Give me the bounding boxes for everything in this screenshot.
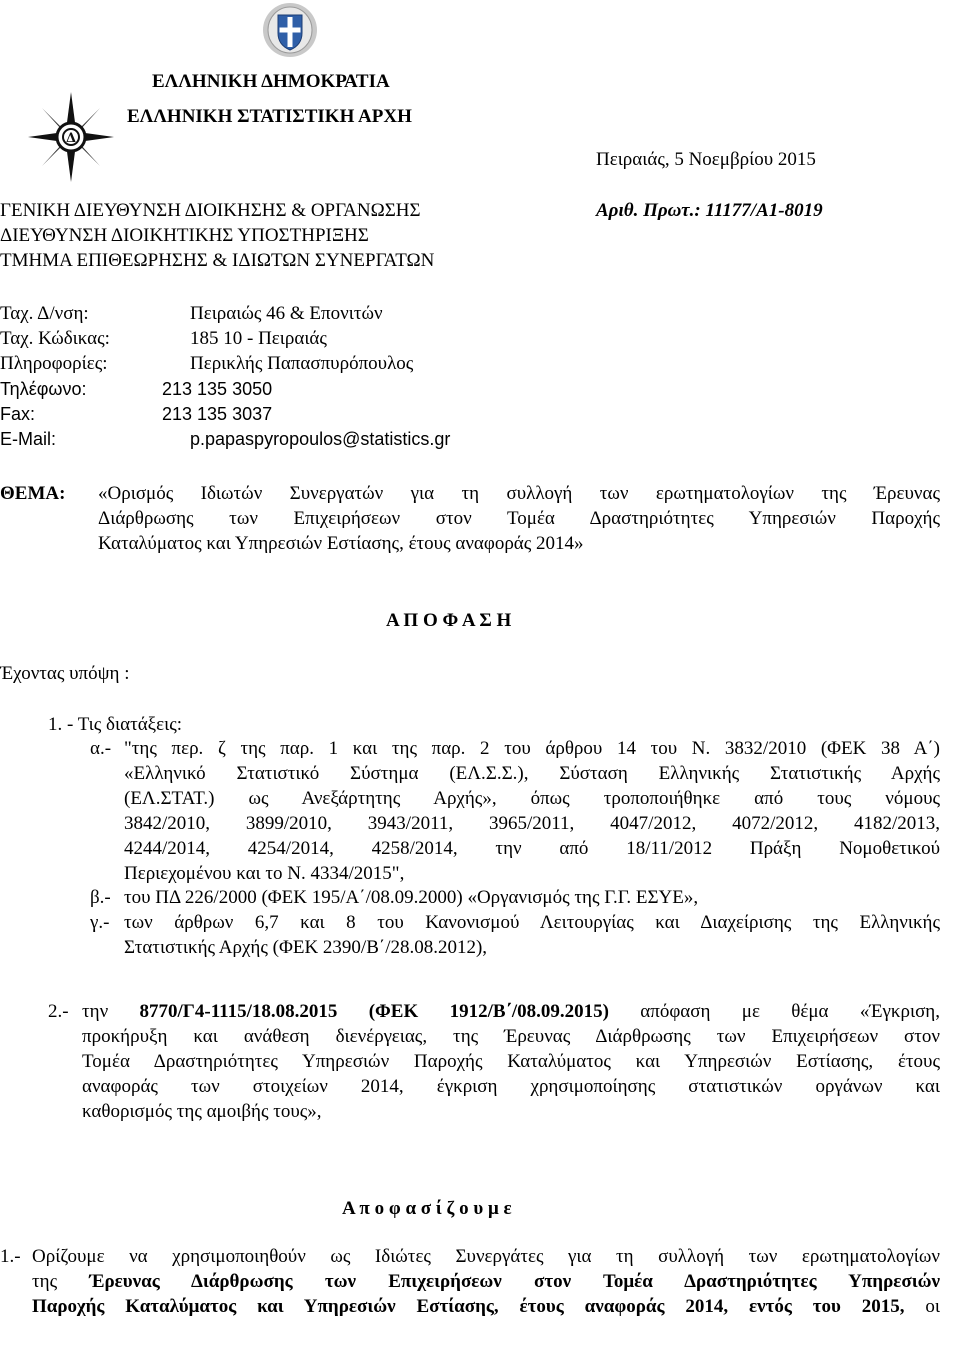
subject-text: «Ορισμός Ιδιωτών Συνεργατών για τη συλλογή των ερωτηματολογίων της Έρευνας: [98, 483, 940, 504]
department-line: ΔΙΕΥΘΥΝΣΗ ΔΙΟΙΚΗΤΙΚΗΣ ΥΠΟΣΤΗΡΙΞΗΣ: [0, 225, 369, 246]
item1-a-marker: α.-: [90, 738, 112, 759]
department-line: ΤΜΗΜΑ ΕΠΙΘΕΩΡΗΣΗΣ & ΙΔΙΩΤΩΝ ΣΥΝΕΡΓΑΤΩΝ: [0, 250, 435, 271]
decision1-bold: Παροχής Καταλύματος και Υπηρεσιών Εστίασης, έτους αναφοράς 2014, εντός του 2015,: [32, 1296, 905, 1317]
department-line: ΓΕΝΙΚΗ ΔΙΕΥΘΥΝΣΗ ΔΙΟΙΚΗΣΗΣ & ΟΡΓΑΝΩΣΗΣ: [0, 200, 421, 221]
decision1-line: [32, 1245, 940, 1270]
item2-text: αναφοράς των στοιχείων 2014, έγκριση χρησιμοποίησης στατιστικών οργάνων και: [82, 1076, 940, 1097]
contact-label: Τηλέφωνο:: [0, 379, 87, 399]
contact-value: Περικλής Παπασπυρόπουλος: [190, 353, 414, 374]
item1-b-line: του ΠΔ 226/2000 (ΦΕΚ 195/Α΄/08.09.2000) «Οργανισμός της Γ.Γ. ΕΣΥΕ»,: [124, 887, 699, 908]
contact-value: Πειραιώς 46 & Επονιτών: [190, 303, 383, 324]
contact-label: Fax:: [0, 404, 36, 424]
item1-a-line: [124, 762, 940, 787]
item1-a-text: «Ελληνικό Στατιστικό Σύστημα (ΕΛ.Σ.Σ.), Σύσταση Ελληνικής Στατιστικής Αρχής: [124, 763, 940, 784]
item2-bold-ref: 8770/Γ4-1115/18.08.2015 (ΦΕΚ 1912/Β΄/08.09.2015): [139, 1001, 609, 1022]
item1-c-line: [124, 911, 940, 936]
item1-c-text: των άρθρων 6,7 και 8 του Κανονισμού Λειτουργίας και Διαχείρισης της Ελληνικής: [124, 912, 940, 933]
contact-label: Ταχ. Κώδικας:: [0, 328, 110, 349]
elstat-logo-icon: [28, 92, 114, 182]
item2-first-line-text: [82, 1000, 940, 1025]
item2-line: [82, 1075, 940, 1100]
item1-a-line: Περιεχομένου και το Ν. 4334/2015",: [124, 863, 405, 884]
authority-title: ΕΛΛΗΝΙΚΗ ΣΤΑΤΙΣΤΙΚΗ ΑΡΧΗ: [127, 106, 412, 127]
item2-marker: 2.-: [48, 1001, 69, 1022]
contact-value: 213 135 3050: [162, 379, 273, 399]
subject-line: [98, 482, 940, 507]
item1-c-marker: γ.-: [90, 912, 110, 933]
item1-a-text: "της περ. ζ της παρ. 1 και της παρ. 2 του άρθρου 14 του Ν. 3832/2010 (ΦΕΚ 38 Α΄): [124, 738, 940, 759]
item2-text: προκήρυξη και ανάθεση διενέργειας, της Έρευνας Διάρθρωσης των Επιχειρήσεων στον: [82, 1026, 940, 1047]
item2-pre: την: [82, 1001, 140, 1022]
contact-label: Ταχ. Δ/νση:: [0, 303, 89, 324]
item1-a-line: [124, 787, 940, 812]
item2-line: καθορισμός της αμοιβής τους»,: [82, 1101, 322, 1122]
decision1-text: [32, 1270, 940, 1295]
republic-title: ΕΛΛΗΝΙΚΗ ΔΗΜΟΚΡΑΤΙΑ: [152, 71, 390, 92]
item1-b-marker: β.-: [90, 887, 111, 908]
item1-title: 1. - Τις διατάξεις:: [48, 714, 183, 735]
greek-coat-of-arms-emblem: [261, 0, 319, 58]
protocol-number: [596, 199, 823, 224]
decision1-rest: οι: [904, 1296, 940, 1317]
contact-value: 185 10 - Πειραιάς: [190, 328, 327, 349]
item1-a-text: (ΕΛ.ΣΤΑΤ.) ως Ανεξάρτητης Αρχής», όπως τροποποιήθηκε από τους νόμους: [124, 788, 940, 809]
subject-line: [98, 507, 940, 532]
decision1-bold: Έρευνας Διάρθρωσης των Επιχειρήσεων στον Τομέα Δραστηριότητες Υπηρεσιών: [89, 1271, 940, 1292]
decision1-line: [32, 1295, 940, 1320]
decision1-text: [32, 1295, 940, 1320]
item1-a-text: 4244/2014, 4254/2014, 4258/2014, την από 18/11/2012 Πράξη Νομοθετικού: [124, 838, 940, 859]
item2-line: [82, 1025, 940, 1050]
decision1-pre: της: [32, 1271, 90, 1292]
item1-a-text: 3842/2010, 3899/2010, 3943/2011, 3965/2011, 4047/2012, 4072/2012, 4182/2013,: [124, 813, 940, 834]
item2-line: [82, 1050, 940, 1075]
having-regard: Έχοντας υπόψη :: [0, 663, 130, 684]
protocol-label: Αριθ. Πρωτ.: [596, 200, 695, 221]
protocol-value: : 11177/Α1-8019: [694, 200, 823, 221]
email-link[interactable]: p.papaspyropoulos@statistics.gr: [190, 429, 451, 449]
decision1-text: Ορίζουμε να χρησιμοποιηθούν ως Ιδιώτες Συνεργάτες για τη συλλογή των ερωτηματολογίων: [32, 1246, 940, 1267]
item1-a-line: [124, 812, 940, 837]
item2-first-line: [82, 1000, 940, 1025]
item2-rest: απόφαση με θέμα «Έγκριση,: [608, 1001, 940, 1022]
item1-a-line: [124, 737, 940, 762]
place-date: Πειραιάς, 5 Νοεμβρίου 2015: [596, 149, 816, 170]
item1-c-line: Στατιστικής Αρχής (ΦΕΚ 2390/Β΄/28.08.2012),: [124, 937, 488, 958]
decision1-marker: 1.-: [0, 1246, 21, 1267]
item2-text: Τομέα Δραστηριότητες Υπηρεσιών Παροχής Καταλύματος και Υπηρεσιών Εστίασης, έτους: [82, 1051, 940, 1072]
contact-label: E-Mail:: [0, 429, 57, 449]
subject-label: ΘΕΜΑ:: [0, 483, 66, 504]
contact-value: 213 135 3037: [162, 404, 273, 424]
subject-text: Διάρθρωσης των Επιχειρήσεων στον Τομέα Δραστηριότητες Υπηρεσιών Παροχής: [98, 508, 940, 529]
subject-line: Καταλύματος και Υπηρεσιών Εστίασης, έτους αναφοράς 2014»: [98, 533, 584, 554]
decision1-line: [32, 1270, 940, 1295]
svg-text:Δ: Δ: [65, 131, 77, 146]
item1-a-line: [124, 837, 940, 862]
contact-label: Πληροφορίες:: [0, 353, 108, 374]
decision-title: Α Π Ο Φ Α Σ Η: [386, 610, 512, 631]
we-decide-heading: Α π ο φ α σ ί ζ ο υ μ ε: [342, 1198, 512, 1219]
